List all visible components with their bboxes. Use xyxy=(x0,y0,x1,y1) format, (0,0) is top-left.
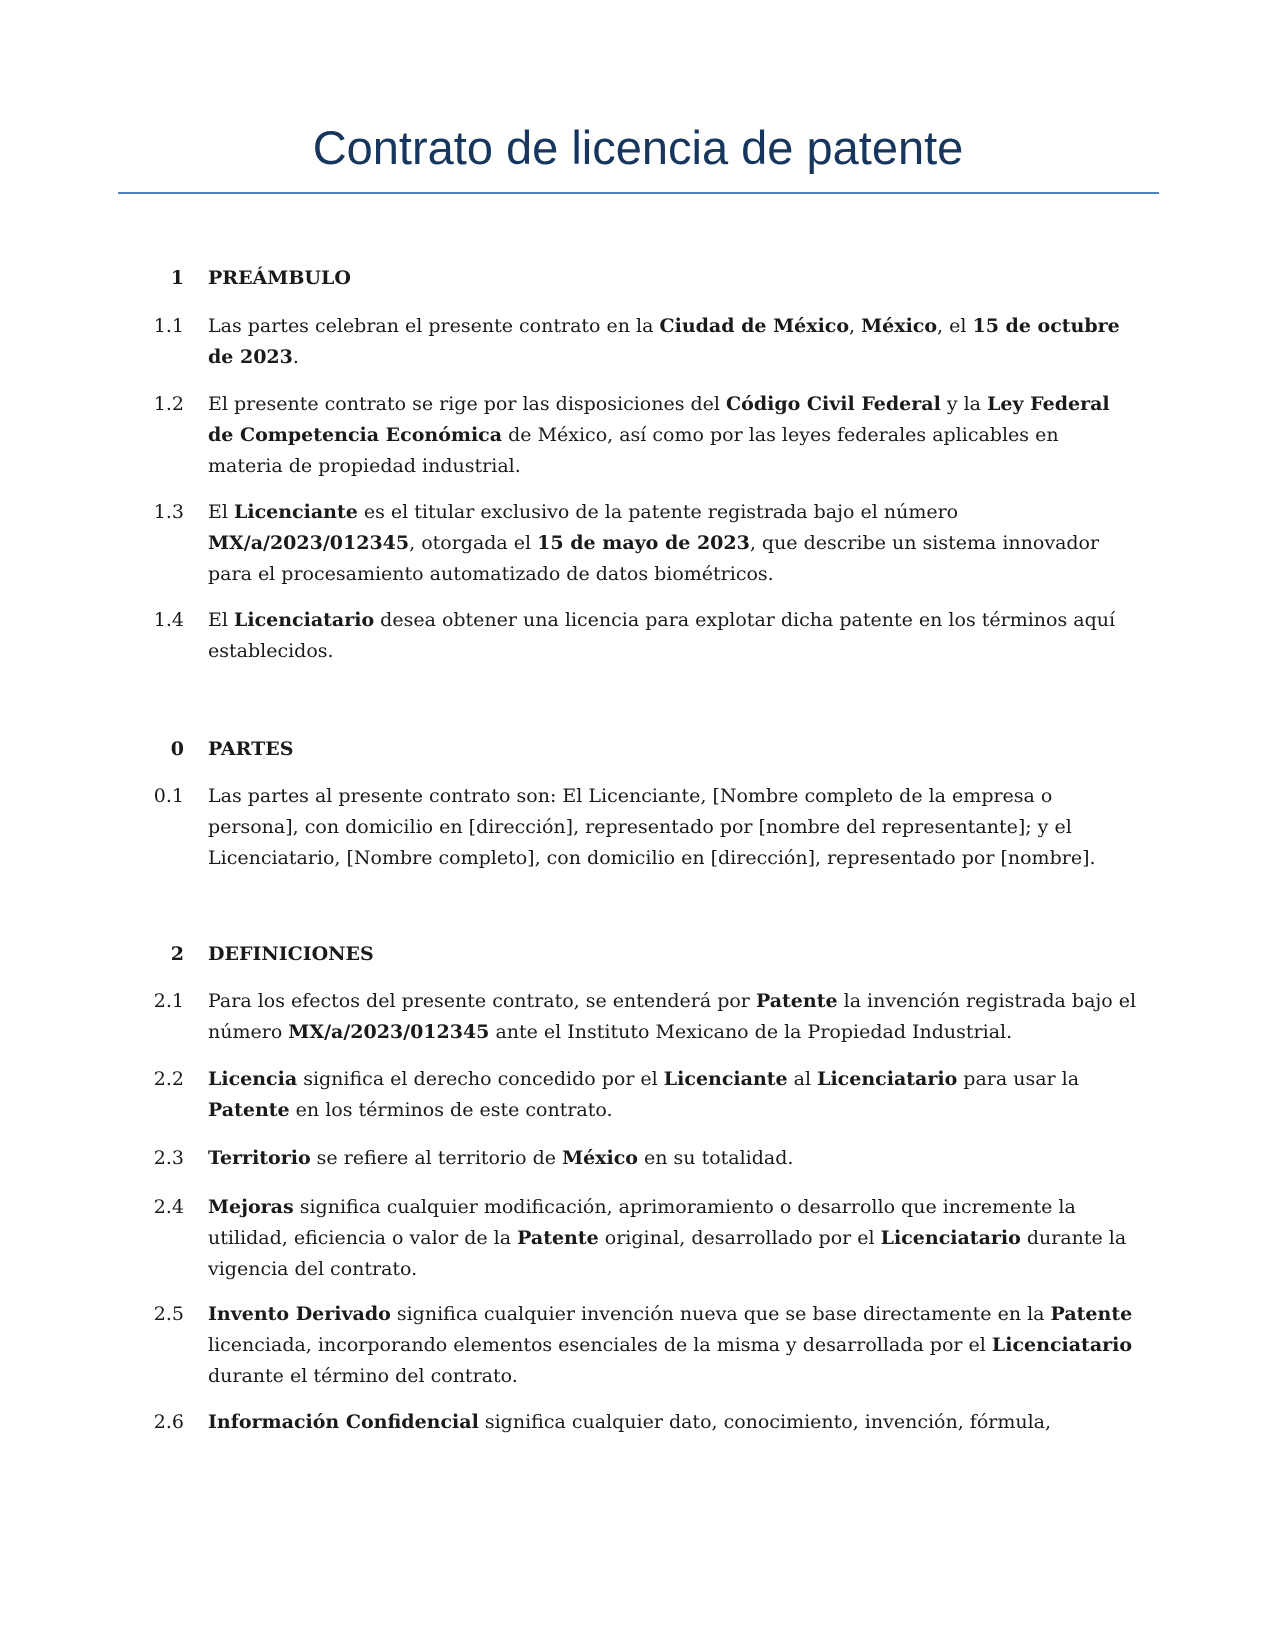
defined-term: MX/a/2023/012345 xyxy=(288,1021,490,1043)
section-number: 0 xyxy=(170,738,184,760)
clause-text xyxy=(208,497,1138,590)
clause-text xyxy=(208,1407,1138,1438)
clause-text-segment: durante el término del contrato. xyxy=(208,1365,518,1387)
defined-term: Licenciatario xyxy=(880,1227,1021,1249)
defined-term: Información Confidencial xyxy=(208,1411,479,1433)
defined-term: Código Civil Federal xyxy=(726,393,941,415)
defined-term: México xyxy=(562,1147,638,1169)
defined-term: Licencia xyxy=(208,1068,298,1090)
defined-term: Patente xyxy=(517,1227,599,1249)
title-underline xyxy=(118,192,1159,194)
clause-text-segment: es el titular exclusivo de la patente registrada bajo el número xyxy=(357,501,959,523)
clause-text-segment: se refiere al territorio de xyxy=(310,1147,563,1169)
clause-text-segment: , que describe un sistema innovador para el procesamiento automatizado de datos biométricos. xyxy=(208,532,1100,585)
section-number: 1 xyxy=(170,267,184,289)
defined-term: 15 de mayo de 2023 xyxy=(537,532,750,554)
defined-term: 15 de octubre de 2023 xyxy=(208,315,1120,368)
clause-text xyxy=(208,311,1138,373)
clause-text-segment: significa cualquier invención nueva que se base directamente en la xyxy=(390,1303,1051,1325)
clause-text-segment: y la xyxy=(940,393,988,415)
clause-number: 2.2 xyxy=(153,1068,184,1090)
defined-term: Licenciatario xyxy=(817,1068,958,1090)
clause-text-segment: en los términos de este contrato. xyxy=(289,1099,613,1121)
defined-term: Licenciatario xyxy=(991,1334,1133,1356)
clause-text-segment: al xyxy=(787,1068,818,1090)
clause-text-segment: , el xyxy=(937,315,973,337)
document-title: Contrato de licencia de patente xyxy=(312,121,964,174)
defined-term: Patente xyxy=(755,990,838,1012)
clause-text-segment: El xyxy=(208,609,234,631)
defined-term: Ciudad de México xyxy=(659,315,850,337)
clause-text-segment: significa cualquier modificación, aprimoramiento o desarrollo que incremente la utilidad, eficiencia o valor de la xyxy=(208,1196,1076,1249)
clause-text-segment: . xyxy=(292,346,299,368)
clause-text-segment: significa cualquier dato, conocimiento, invención, fórmula, xyxy=(478,1411,1052,1433)
defined-term: Licenciatario xyxy=(234,609,375,631)
clause-text-segment: , otorgada el xyxy=(409,532,538,554)
clause-text-segment: ante el Instituto Mexicano de la Propiedad Industrial. xyxy=(489,1021,1013,1043)
clause-text-segment: , xyxy=(849,315,862,337)
defined-term: Patente xyxy=(208,1099,290,1121)
clause-number: 2.1 xyxy=(153,990,184,1012)
clause-text-segment: El xyxy=(208,501,234,523)
clause-text xyxy=(208,389,1138,482)
section-title: DEFINICIONES xyxy=(208,943,374,965)
defined-term: Patente xyxy=(1050,1303,1133,1325)
defined-term: Licenciante xyxy=(663,1068,788,1090)
clause-text xyxy=(208,781,1138,874)
clause-text-segment: de México, así como por las leyes federales aplicables en materia de propiedad industrial. xyxy=(208,424,1059,477)
clause-text-segment: desea obtener una licencia para explotar dicha patente en los términos aquí establecidos. xyxy=(208,609,1116,662)
clause-text xyxy=(208,1299,1138,1392)
clause-text xyxy=(208,1192,1138,1285)
clause-text-segment: Para los efectos del presente contrato, se entenderá por xyxy=(208,990,756,1012)
defined-term: Mejoras xyxy=(208,1196,294,1218)
section-number: 2 xyxy=(170,943,184,965)
clause-text-segment: original, desarrollado por el xyxy=(598,1227,881,1249)
clause-text-segment: Las partes celebran el presente contrato en la xyxy=(208,315,660,337)
clause-text-segment: Las partes al presente contrato son: El Licenciante, [Nombre completo de la empresa o persona], con domicilio en [dirección], representado por [nombre del representante]; y el Licenciatario, [Nombre completo], con domicilio en [dirección], representado por [nombre]. xyxy=(208,785,1096,869)
clause-text xyxy=(208,1064,1138,1126)
section-title: PARTES xyxy=(208,738,294,760)
defined-term: Ley Federal de Competencia Económica xyxy=(208,393,1110,446)
clause-text xyxy=(208,1143,1138,1174)
clause-number: 2.4 xyxy=(153,1196,184,1218)
defined-term: Invento Derivado xyxy=(208,1303,391,1325)
clause-text-segment: en su totalidad. xyxy=(637,1147,794,1169)
defined-term: Licenciante xyxy=(234,501,358,523)
clause-text xyxy=(208,605,1138,667)
defined-term: MX/a/2023/012345 xyxy=(208,532,410,554)
clause-number: 1.1 xyxy=(153,315,184,337)
clause-number: 2.6 xyxy=(153,1411,184,1433)
defined-term: Territorio xyxy=(208,1147,311,1169)
clause-text-segment: durante la vigencia del contrato. xyxy=(208,1227,1127,1280)
clause-text-segment: significa el derecho concedido por el xyxy=(297,1068,664,1090)
clause-text-segment: para usar la xyxy=(957,1068,1080,1090)
clause-text-segment: la invención registrada bajo el número xyxy=(208,990,1137,1043)
clause-number: 2.5 xyxy=(153,1303,184,1325)
clause-text-segment: El presente contrato se rige por las disposiciones del xyxy=(208,393,727,415)
clause-number: 0.1 xyxy=(153,785,184,807)
section-title: PREÁMBULO xyxy=(208,267,351,289)
clause-text xyxy=(208,986,1138,1048)
clause-number: 1.2 xyxy=(153,393,184,415)
clause-number: 2.3 xyxy=(153,1147,184,1169)
clause-number: 1.4 xyxy=(153,609,184,631)
clause-text-segment: licenciada, incorporando elementos esenciales de la misma y desarrollada por el xyxy=(208,1334,992,1356)
clause-number: 1.3 xyxy=(153,501,184,523)
defined-term: México xyxy=(861,315,938,337)
